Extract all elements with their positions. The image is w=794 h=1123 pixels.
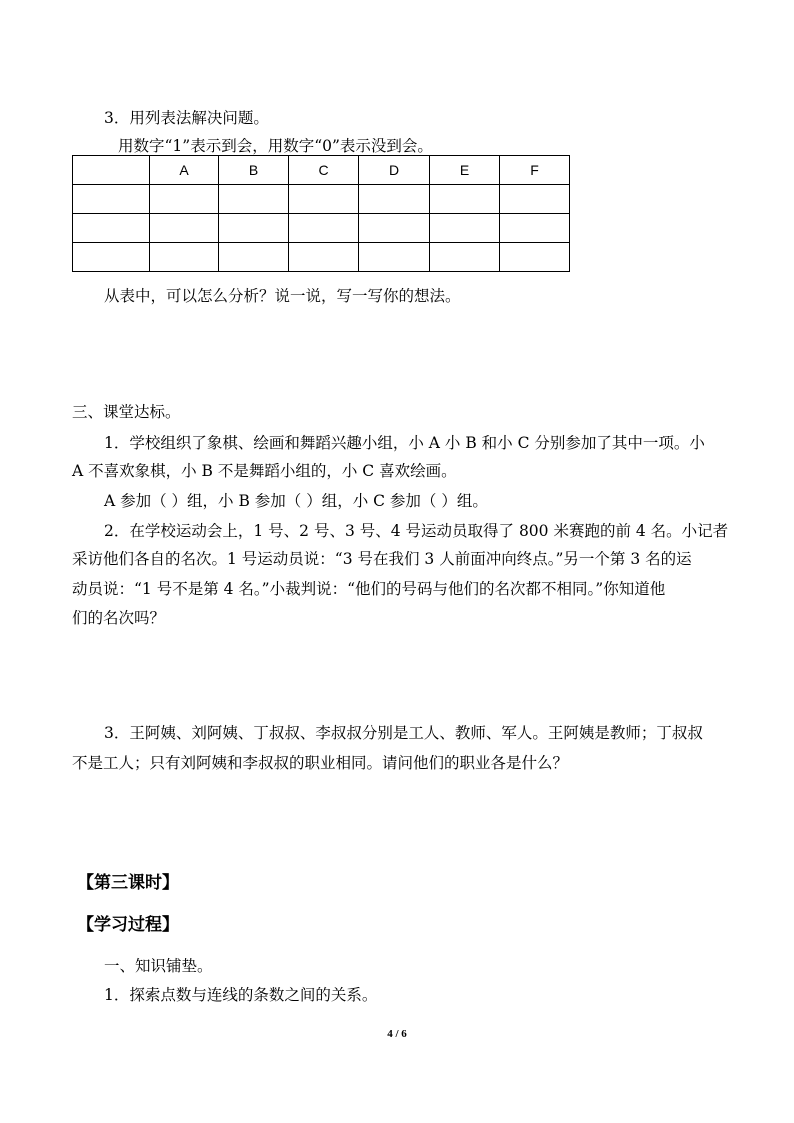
table-row xyxy=(73,214,570,243)
table-header-row xyxy=(73,156,570,185)
attendance-table xyxy=(72,155,570,272)
table-cell xyxy=(289,243,359,272)
table-cell xyxy=(500,185,570,214)
q2-line1: 2．在学校运动会上，1 号、2 号、3 号、4 号运动员取得了 800 米赛跑的前 4 名。小记者 xyxy=(104,522,729,540)
q1-line1: 1．学校组织了象棋、绘画和舞蹈兴趣小组，小 A 小 B 和小 C 分别参加了其中一项。小 xyxy=(104,434,705,452)
table-cell xyxy=(73,185,150,214)
table-header-cell: F xyxy=(500,156,570,185)
table-cell xyxy=(219,243,289,272)
table-cell xyxy=(219,185,289,214)
table-cell xyxy=(430,214,500,243)
table-cell xyxy=(73,243,150,272)
table-row xyxy=(73,185,570,214)
table-cell xyxy=(500,214,570,243)
table-header-cell: A xyxy=(150,156,219,185)
table-header-cell: B xyxy=(219,156,289,185)
q3-line1: 3．王阿姨、刘阿姨、丁叔叔、李叔叔分别是工人、教师、军人。王阿姨是教师；丁叔叔 xyxy=(104,724,703,742)
q1-line2: A 不喜欢象棋，小 B 不是舞蹈小组的，小 C 喜欢绘画。 xyxy=(72,462,457,480)
part3-title: 三、课堂达标。 xyxy=(72,403,181,421)
lesson3-title: 【第三课时】 xyxy=(77,873,179,893)
table-header-cell: D xyxy=(359,156,430,185)
table-cell xyxy=(430,243,500,272)
q2-line3: 动员说：“1 号不是第 4 名。”小裁判说：“他们的号码与他们的名次都不相同。”你知道他 xyxy=(72,580,666,598)
q3-line2: 不是工人；只有刘阿姨和李叔叔的职业相同。请问他们的职业各是什么？ xyxy=(72,754,569,772)
table-cell xyxy=(150,214,219,243)
section3-heading: 3．用列表法解决问题。 xyxy=(104,109,269,127)
table-cell xyxy=(359,214,430,243)
q2-line2: 采访他们各自的名次。1 号运动员说：“3 号在我们 3 人前面冲向终点。”另一个第 3 名的运 xyxy=(72,550,692,568)
table-cell xyxy=(73,214,150,243)
table-cell xyxy=(359,185,430,214)
q2-line4: 们的名次吗？ xyxy=(72,609,166,627)
learning-process-title: 【学习过程】 xyxy=(77,915,179,935)
knowledge-item-1: 1．探索点数与连线的条数之间的关系。 xyxy=(104,986,378,1004)
table-cell xyxy=(500,243,570,272)
q1-line3: A 参加（ ）组，小 B 参加（ ）组，小 C 参加（ ）组。 xyxy=(104,492,488,510)
table-header-cell: E xyxy=(430,156,500,185)
page-number: 4 / 6 xyxy=(387,1028,407,1040)
table-cell xyxy=(219,214,289,243)
table-cell xyxy=(430,185,500,214)
table-cell xyxy=(150,243,219,272)
table-cell xyxy=(150,185,219,214)
analysis-prompt: 从表中，可以怎么分析？说一说，写一写你的想法。 xyxy=(104,287,461,305)
table-header-cell: C xyxy=(289,156,359,185)
table-row xyxy=(73,243,570,272)
table-cell xyxy=(289,214,359,243)
table-instruction: 用数字“1”表示到会，用数字“0”表示没到会。 xyxy=(118,137,433,155)
table-cell xyxy=(289,185,359,214)
table-header-cell xyxy=(73,156,150,185)
knowledge-title: 一、知识铺垫。 xyxy=(104,957,213,975)
table-cell xyxy=(359,243,430,272)
